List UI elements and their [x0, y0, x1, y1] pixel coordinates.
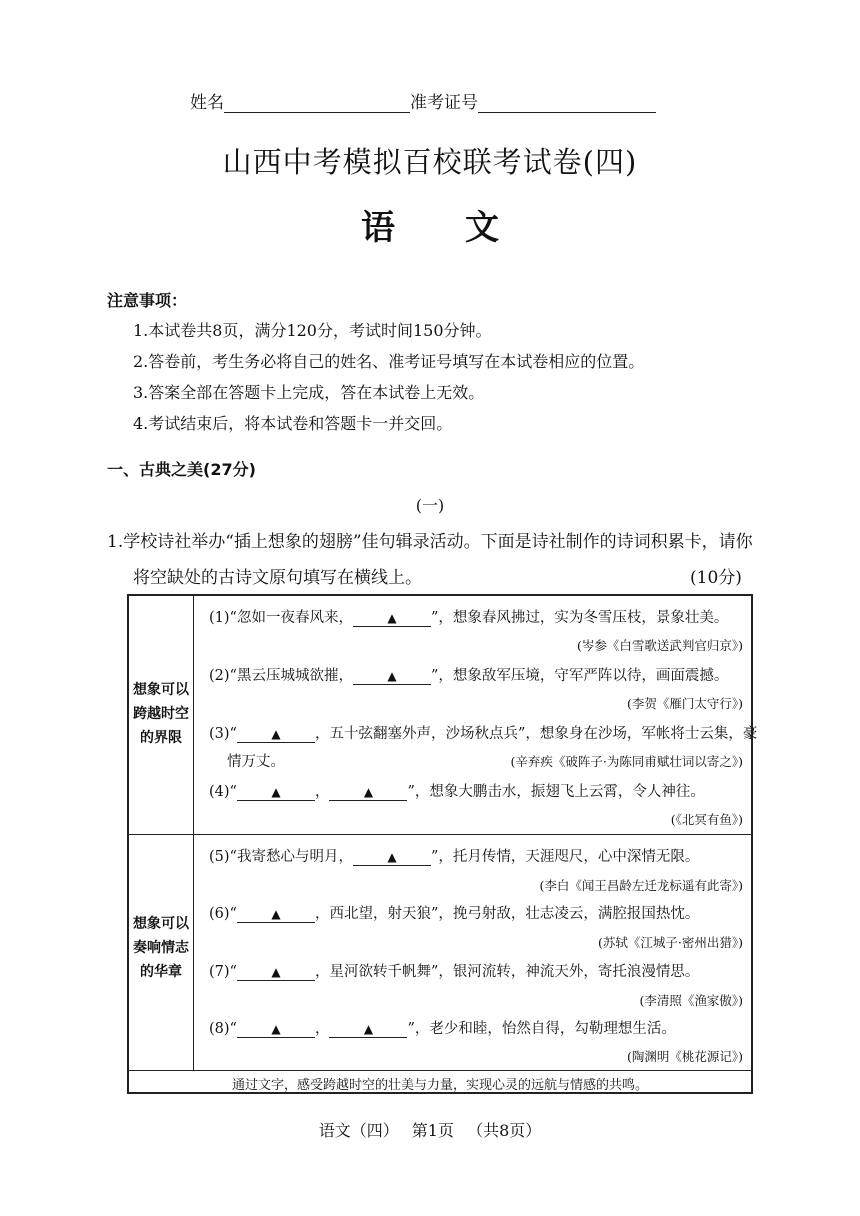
card-source: (李白《闻王昌龄左迁龙标遥有此寄》) [539, 878, 743, 893]
card-item: (4)“ ▲ ， ▲ ”，想象大鹏击水，振翅飞上云霄，令人神往。 [209, 784, 705, 800]
page-footer: 语文（四） 第1页 （共8页） [318, 1121, 542, 1140]
question-stem: 1.学校诗社举办“插上想象的翅膀”佳句辑录活动。下面是诗社制作的诗词积累卡，请你 [107, 532, 753, 552]
answer-blank[interactable]: ▲ [353, 611, 431, 627]
answer-blank[interactable]: ▲ [329, 785, 407, 801]
answer-blank[interactable]: ▲ [237, 785, 315, 801]
card-item: (3)“ ▲ ，五十弦翻塞外声，沙场秋点兵”，想象身在沙场，军帐将士云集，豪 [209, 726, 758, 742]
notice-title: 注意事项： [107, 291, 188, 310]
card-item: (1)“忽如一夜春风来， ▲ ”，想象春风拂过，实为冬雪压枝，景象壮美。 [209, 610, 729, 626]
card-item: (2)“黑云压城城欲摧， ▲ ”，想象敌军压境，守军严阵以待，画面震撼。 [209, 668, 729, 684]
subject-title: 语文 [361, 208, 569, 248]
card-source: (李清照《渔家傲》) [639, 993, 743, 1008]
card-item: (8)“ ▲ ， ▲ ”，老少和睦，怡然自得，勾勒理想生活。 [209, 1021, 676, 1037]
notice-item: 1.本试卷共8页，满分120分，考试时间150分钟。 [133, 321, 492, 340]
name-label: 姓名 [190, 93, 224, 113]
section-title: 一、古典之美(27分) [107, 460, 256, 479]
name-blank[interactable] [224, 94, 410, 113]
notice-item: 2.答卷前，考生务必将自己的姓名、准考证号填写在本试卷相应的位置。 [133, 352, 645, 371]
answer-blank[interactable]: ▲ [237, 907, 315, 923]
card-source: (陶渊明《桃花源记》) [626, 1049, 743, 1064]
answer-blank[interactable]: ▲ [353, 850, 431, 866]
question-stem-cont: 将空缺处的古诗文原句填写在横线上。 [133, 568, 422, 588]
candidate-info-line [190, 88, 656, 113]
card-source: (岑参《白雪歌送武判官归京》) [576, 638, 743, 653]
answer-blank[interactable]: ▲ [329, 1022, 407, 1038]
card-source: (苏轼《江城子·密州出猎》) [598, 935, 743, 950]
answer-blank[interactable]: ▲ [237, 1022, 315, 1038]
answer-blank[interactable]: ▲ [237, 965, 315, 981]
card-source: (李贺《雁门太守行》) [626, 696, 743, 711]
exam-number-label: 准考证号 [410, 93, 478, 113]
card-item: (5)“我寄愁心与明月， ▲ ”，托月传情，天涯咫尺，心中深情无限。 [209, 849, 700, 865]
notice-item: 4.考试结束后，将本试卷和答题卡一并交回。 [133, 414, 453, 433]
part-number: (一) [415, 496, 445, 515]
card-item: (6)“ ▲ ，西北望，射天狼”，挽弓射敌，壮志凌云，满腔报国热忱。 [209, 906, 700, 922]
exam-title: 山西中考模拟百校联考试卷(四) [222, 145, 638, 179]
card-item-cont: 情万丈。 [227, 754, 285, 770]
category-cell: 想象可以跨越时空的界限 [133, 682, 189, 746]
card-item: (7)“ ▲ ，星河欲转千帆舞”，银河流转，神流天外，寄托浪漫情思。 [209, 964, 700, 980]
question-score: (10分) [690, 568, 742, 588]
category-cell: 想象可以奏响情志的华章 [133, 916, 189, 980]
answer-blank[interactable]: ▲ [353, 669, 431, 685]
exam-number-blank[interactable] [478, 94, 656, 113]
card-source: (《北冥有鱼》) [670, 812, 743, 827]
poetry-card [127, 594, 758, 1094]
card-footer: 通过文字，感受跨越时空的壮美与力量，实现心灵的远航与情感的共鸣。 [231, 1078, 648, 1093]
notice-item: 3.答案全部在答题卡上完成，答在本试卷上无效。 [133, 383, 485, 402]
card-source: (辛弃疾《破阵子·为陈同甫赋壮词以寄之》) [510, 754, 743, 769]
answer-blank[interactable]: ▲ [237, 727, 315, 743]
